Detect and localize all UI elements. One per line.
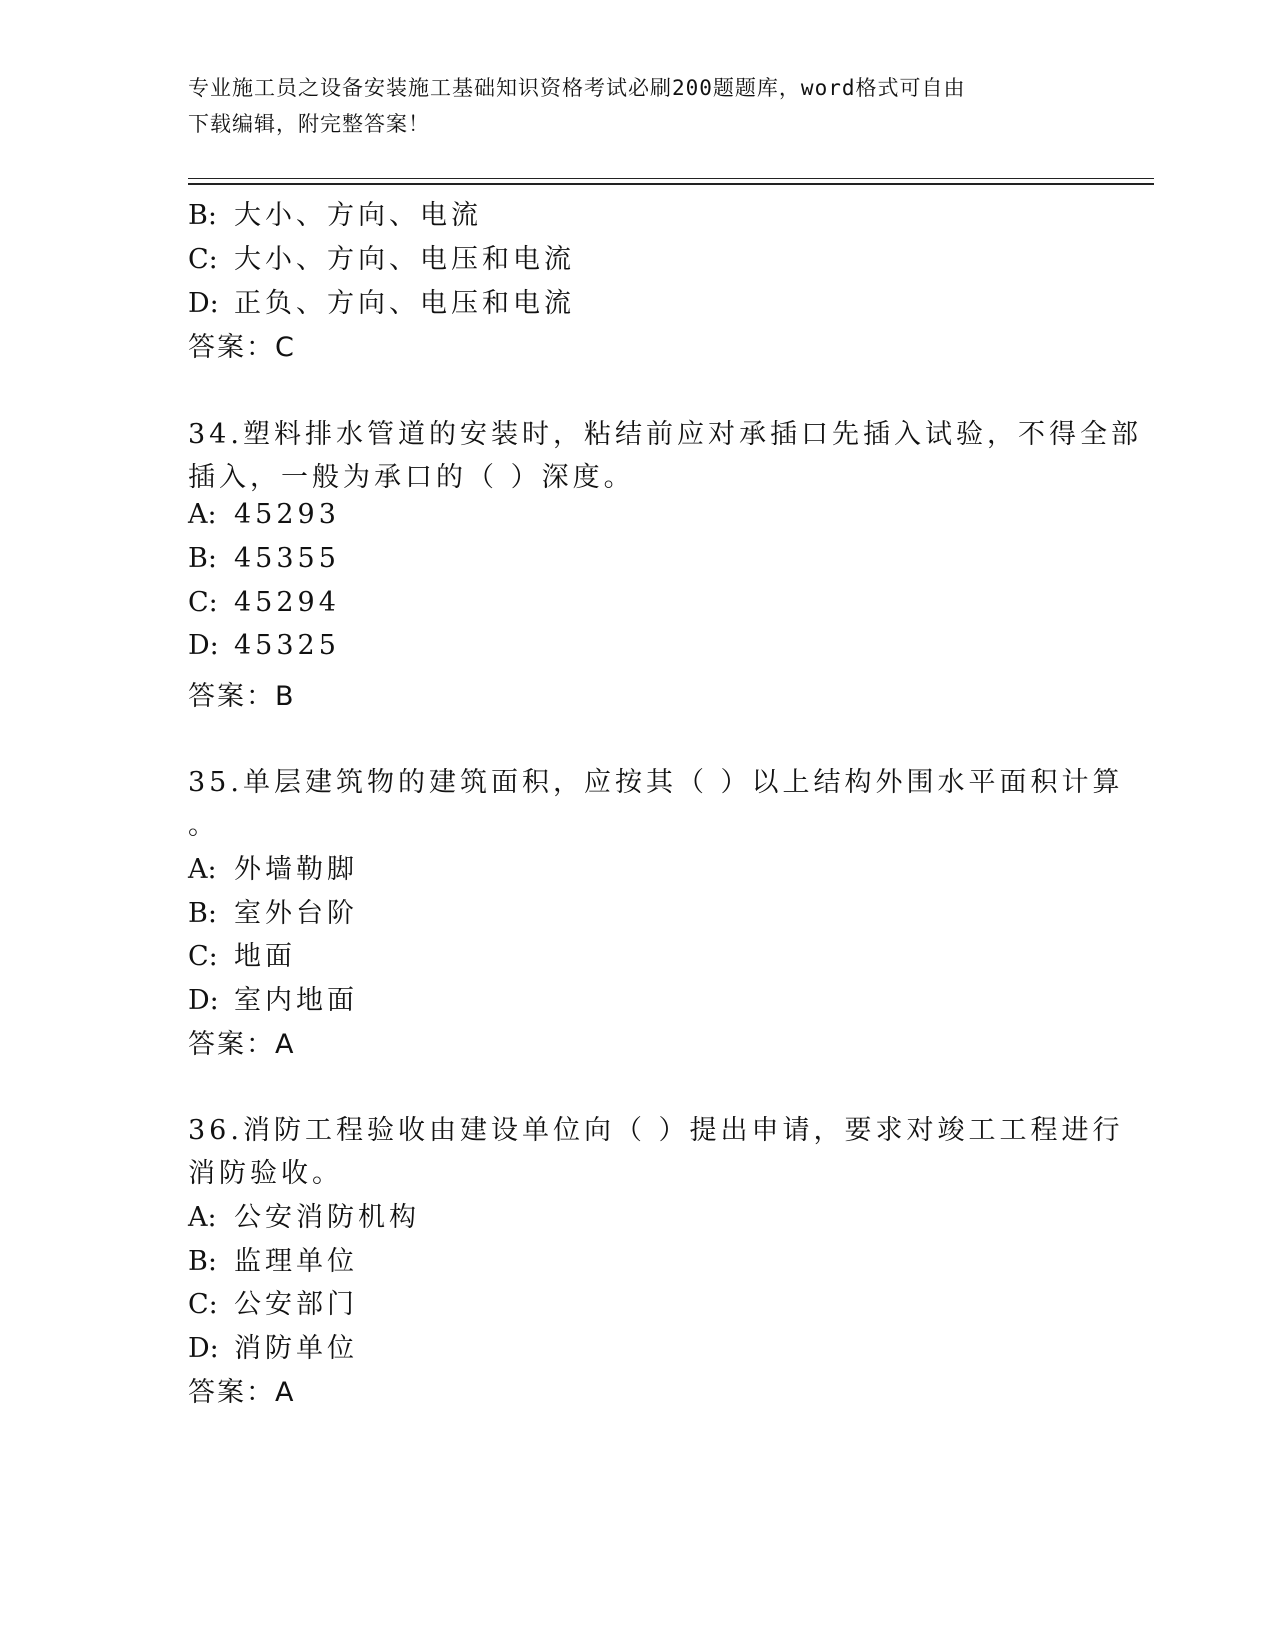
option-a	[188, 499, 340, 530]
question-34-line-1: 34.塑料排水管道的安装时，粘结前应对承插口先插入试验，不得全部	[188, 419, 1142, 450]
option-label: C:	[188, 587, 218, 618]
option-label: D:	[188, 288, 219, 319]
question-35-line-1: 35.单层建筑物的建筑面积，应按其（ ）以上结构外围水平面积计算	[188, 767, 1124, 798]
option-label: C:	[188, 1289, 218, 1320]
answer: 答案：B	[188, 681, 296, 712]
option-label: A:	[188, 854, 217, 885]
option-d	[188, 630, 340, 661]
option-d	[188, 281, 575, 320]
option-c	[188, 1282, 358, 1321]
option-a	[188, 1195, 420, 1234]
option-text: 45293	[234, 499, 340, 530]
option-label: C:	[188, 941, 218, 972]
document-header	[188, 70, 1068, 142]
option-label: A:	[188, 1202, 217, 1233]
option-label: C:	[188, 244, 218, 275]
option-text: 大小、方向、电压和电流	[234, 244, 575, 275]
option-label: B:	[188, 1246, 217, 1277]
option-text: 正负、方向、电压和电流	[234, 288, 575, 319]
option-label: A:	[188, 499, 217, 530]
option-text: 45325	[234, 630, 340, 661]
option-text: 45294	[234, 587, 340, 618]
header-rule-top	[188, 178, 1154, 179]
question-36-line-1: 36.消防工程验收由建设单位向（ ）提出申请，要求对竣工工程进行	[188, 1115, 1124, 1146]
question-36-line-2: 消防验收。	[188, 1158, 343, 1189]
answer: 答案：C	[188, 332, 296, 363]
option-b	[188, 1239, 358, 1278]
option-c	[188, 237, 575, 276]
option-text: 45355	[234, 543, 340, 574]
option-label: B:	[188, 898, 217, 929]
question-34-line-2: 插入，一般为承口的（ ）深度。	[188, 462, 635, 493]
option-label: D:	[188, 630, 219, 661]
option-b	[188, 543, 340, 574]
option-label: B:	[188, 200, 217, 231]
question-35-line-2: 。	[188, 810, 219, 841]
option-text: 大小、方向、电流	[234, 200, 482, 231]
option-label: B:	[188, 543, 217, 574]
option-text: 消防单位	[234, 1333, 358, 1364]
answer: 答案：A	[188, 1377, 296, 1408]
option-label: D:	[188, 985, 219, 1016]
option-c	[188, 587, 340, 618]
option-d	[188, 978, 358, 1017]
option-text: 监理单位	[234, 1246, 358, 1277]
option-text: 公安部门	[234, 1289, 358, 1320]
option-label: D:	[188, 1333, 219, 1364]
option-d	[188, 1326, 358, 1365]
option-b	[188, 891, 358, 930]
option-c	[188, 934, 296, 973]
option-text: 室外台阶	[234, 898, 358, 929]
header-line-2: 下载编辑，附完整答案！	[188, 112, 430, 136]
option-text: 外墙勒脚	[234, 854, 358, 885]
option-text: 地面	[234, 941, 296, 972]
option-b	[188, 193, 482, 232]
answer: 答案：A	[188, 1029, 296, 1060]
option-a	[188, 847, 358, 886]
header-rule-bottom	[188, 183, 1154, 185]
option-text: 公安消防机构	[234, 1202, 420, 1233]
header-line-1: 专业施工员之设备安装施工基础知识资格考试必刷200题题库，word格式可自由	[188, 76, 966, 100]
option-text: 室内地面	[234, 985, 358, 1016]
